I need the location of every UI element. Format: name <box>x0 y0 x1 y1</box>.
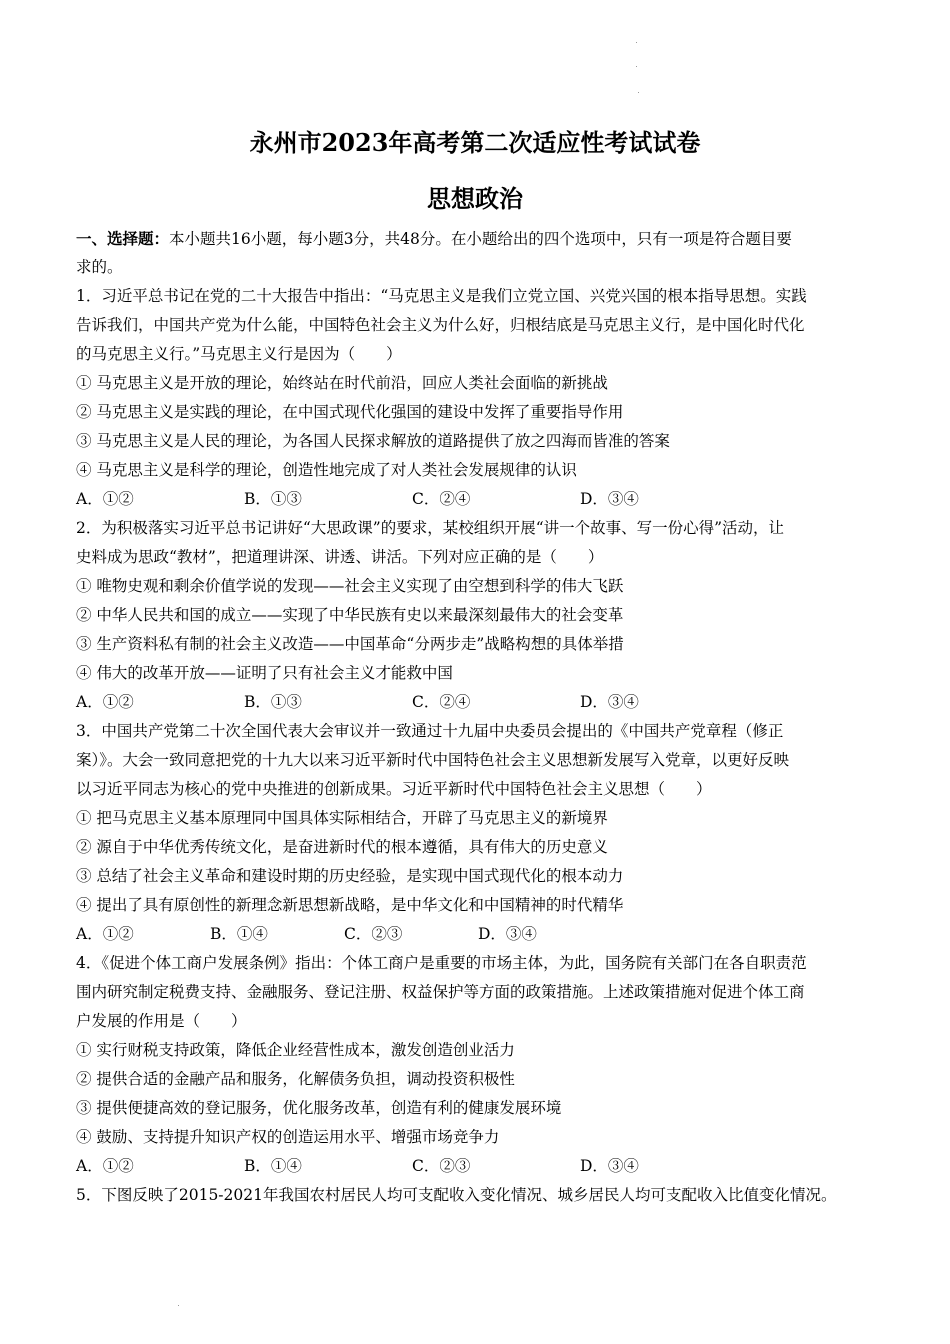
choice-b: B．①③ <box>244 490 302 508</box>
option-statement: ③ 生产资料私有制的社会主义改造——中国革命“分两步走”战略构想的具体举措 <box>76 635 624 653</box>
choice-d: D．③④ <box>580 1157 639 1175</box>
exam-title: 永州市2023年高考第二次适应性考试试卷 <box>249 128 701 157</box>
scan-artifact <box>636 42 637 43</box>
question-stem-line: 以习近平同志为核心的党中央推进的创新成果。习近平新时代中国特色社会主义思想（ ） <box>76 780 712 798</box>
question-stem-line: 4．《促进个体工商户发展条例》指出：个体工商户是重要的市场主体，为此，国务院有关部门在各自职责范 <box>76 954 807 972</box>
choice-c: C．②③ <box>412 1157 471 1175</box>
question-stem-line: 5．下图反映了2015-2021年我国农村居民人均可支配收入变化情况、城乡居民人均可支配收入比值变化情况。 <box>76 1186 837 1204</box>
option-statement: ② 马克思主义是实践的理论，在中国式现代化强国的建设中发挥了重要指导作用 <box>76 403 624 421</box>
exam-content <box>76 224 880 1210</box>
choice-b: B．①④ <box>244 1157 302 1175</box>
question-stem-line: 户发展的作用是（ ） <box>76 1012 247 1030</box>
question-5 <box>76 1181 880 1210</box>
scan-artifact <box>636 66 637 67</box>
answer-choices <box>76 485 880 514</box>
question-1 <box>76 282 880 514</box>
option-statement: ④ 马克思主义是科学的理论，创造性地完成了对人类社会发展规律的认识 <box>76 461 577 479</box>
subject-title: 思想政治 <box>427 184 523 213</box>
answer-choices <box>76 1152 880 1181</box>
question-stem-line: 3．中国共产党第二十次全国代表大会审议并一致通过十九届中央委员会提出的《中国共产党章程（修正 <box>76 722 784 740</box>
option-statement: ① 把马克思主义基本原理同中国具体实际相结合，开辟了马克思主义的新境界 <box>76 809 608 827</box>
choice-a: A．①② <box>76 490 134 508</box>
choice-d: D．③④ <box>478 925 537 943</box>
choice-b: B．①④ <box>210 925 268 943</box>
section-label: 一、选择题： <box>76 229 170 248</box>
option-statement: ② 源自于中华优秀传统文化，是奋进新时代的根本遵循，具有伟大的历史意义 <box>76 838 608 856</box>
question-2 <box>76 514 880 717</box>
question-stem-line: 2．为积极落实习近平总书记讲好“大思政课”的要求，某校组织开展“讲一个故事、写一份心得”活动，让 <box>76 519 785 537</box>
choice-d: D．③④ <box>580 693 639 711</box>
answer-choices <box>76 920 880 949</box>
question-4 <box>76 949 880 1181</box>
option-statement: ③ 提供便捷高效的登记服务，优化服务改革，创造有利的健康发展环境 <box>76 1099 562 1117</box>
choice-a: A．①② <box>76 1157 134 1175</box>
section-instruction <box>76 224 880 253</box>
option-statement: ④ 伟大的改革开放——证明了只有社会主义才能救中国 <box>76 664 453 682</box>
choice-d: D．③④ <box>580 490 639 508</box>
option-statement: ③ 总结了社会主义革命和建设时期的历史经验，是实现中国式现代化的根本动力 <box>76 867 624 885</box>
choice-a: A．①② <box>76 925 134 943</box>
choice-a: A．①② <box>76 693 134 711</box>
answer-choices <box>76 688 880 717</box>
option-statement: ① 马克思主义是开放的理论，始终站在时代前沿，回应人类社会面临的新挑战 <box>76 374 608 392</box>
choice-c: C．②④ <box>412 490 471 508</box>
scan-artifact <box>178 1305 179 1306</box>
option-statement: ② 中华人民共和国的成立——实现了中华民族有史以来最深刻最伟大的社会变革 <box>76 606 624 624</box>
scan-artifact <box>638 92 639 93</box>
option-statement: ④ 鼓励、支持提升知识产权的创造运用水平、增强市场竞争力 <box>76 1128 500 1146</box>
question-stem-line: 的马克思主义行。”马克思主义行是因为（ ） <box>76 345 402 363</box>
question-stem-line: 案）》。大会一致同意把党的十九大以来习近平新时代中国特色社会主义思想新发展写入党章，以更好反映 <box>76 751 790 769</box>
option-statement: ④ 提出了具有原创性的新理念新思想新战略，是中华文化和中国精神的时代精华 <box>76 896 624 914</box>
option-statement: ① 唯物史观和剩余价值学说的发现——社会主义实现了由空想到科学的伟大飞跃 <box>76 577 624 595</box>
question-stem-line: 告诉我们，中国共产党为什么能，中国特色社会主义为什么好，归根结底是马克思主义行，是中国化时代化 <box>76 316 805 334</box>
choice-c: C．②④ <box>412 693 471 711</box>
choice-c: C．②③ <box>344 925 403 943</box>
question-stem-line: 史料成为思政“教材”，把道理讲深、讲透、讲活。下列对应正确的是（ ） <box>76 548 604 566</box>
question-stem-line: 围内研究制定税费支持、金融服务、登记注册、权益保护等方面的政策措施。上述政策措施对促进个体工商 <box>76 983 805 1001</box>
choice-b: B．①③ <box>244 693 302 711</box>
section-instruction-cont: 求的。 <box>76 258 123 276</box>
option-statement: ③ 马克思主义是人民的理论，为各国人民探求解放的道路提供了放之四海而皆准的答案 <box>76 432 670 450</box>
question-3 <box>76 717 880 949</box>
question-stem-line: 1．习近平总书记在党的二十大报告中指出：“马克思主义是我们立党立国、兴党兴国的根本指导思想。实践 <box>76 287 807 305</box>
option-statement: ② 提供合适的金融产品和服务，化解债务负担，调动投资积极性 <box>76 1070 515 1088</box>
section-instruction-text: 本小题共16小题，每小题3分，共48分。在小题给出的四个选项中，只有一项是符合题目要 <box>169 230 792 248</box>
option-statement: ① 实行财税支持政策，降低企业经营性成本，激发创造创业活力 <box>76 1041 515 1059</box>
